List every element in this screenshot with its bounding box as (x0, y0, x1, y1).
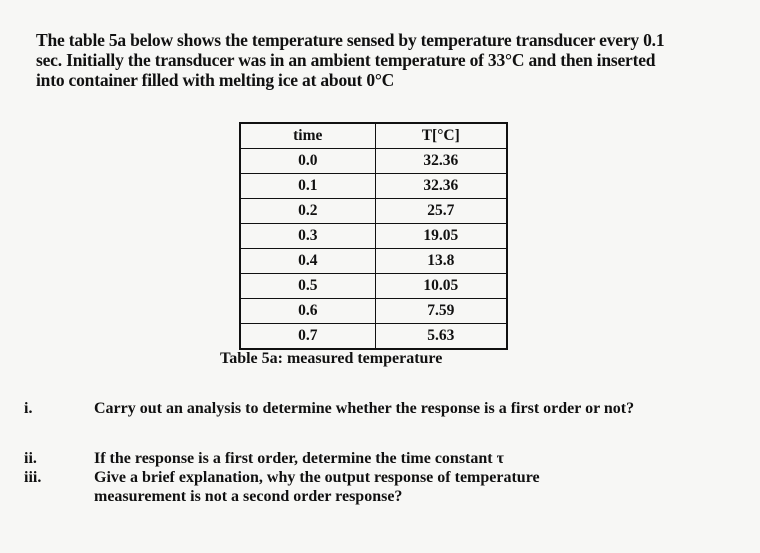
header-temperature: T[°C] (375, 123, 507, 149)
temperature-cell: 10.05 (375, 274, 507, 299)
time-cell: 0.0 (240, 149, 375, 174)
time-cell: 0.1 (240, 174, 375, 199)
time-cell: 0.2 (240, 199, 375, 224)
time-cell: 0.3 (240, 224, 375, 249)
table-header-row (240, 123, 507, 149)
statement-line-3: into container filled with melting ice at about 0°C (36, 70, 395, 90)
header-time: time (240, 123, 375, 149)
problem-statement (36, 30, 726, 90)
temperature-cell: 32.36 (375, 149, 507, 174)
table-row (240, 149, 507, 174)
table-row (240, 324, 507, 350)
temperature-cell: 25.7 (375, 199, 507, 224)
table-row (240, 199, 507, 224)
question-number: iii. (24, 469, 42, 486)
question-text: Carry out an analysis to determine whether the response is a first order or not? (94, 400, 635, 417)
question-text: Give a brief explanation, why the output response of temperature measurement is not a second order response? (94, 469, 540, 505)
table-row (240, 274, 507, 299)
temperature-cell: 32.36 (375, 174, 507, 199)
temperature-cell: 19.05 (375, 224, 507, 249)
table-row (240, 174, 507, 199)
question-text: If the response is a first order, determine the time constant τ (94, 450, 504, 467)
statement-line-2: sec. Initially the transducer was in an ambient temperature of 33°C and then inserted (36, 50, 656, 70)
time-cell: 0.5 (240, 274, 375, 299)
temperature-cell: 7.59 (375, 299, 507, 324)
table-caption: Table 5a: measured temperature (220, 350, 443, 367)
question-number: ii. (24, 450, 37, 467)
temperature-cell: 13.8 (375, 249, 507, 274)
temperature-cell: 5.63 (375, 324, 507, 350)
time-cell: 0.6 (240, 299, 375, 324)
temperature-table-container (239, 122, 508, 350)
table-row (240, 249, 507, 274)
statement-line-1: The table 5a below shows the temperature sensed by temperature transducer every 0.1 (36, 30, 665, 50)
table-row (240, 299, 507, 324)
temperature-table (239, 122, 508, 350)
question-number: i. (24, 400, 33, 417)
time-cell: 0.4 (240, 249, 375, 274)
time-cell: 0.7 (240, 324, 375, 350)
table-row (240, 224, 507, 249)
